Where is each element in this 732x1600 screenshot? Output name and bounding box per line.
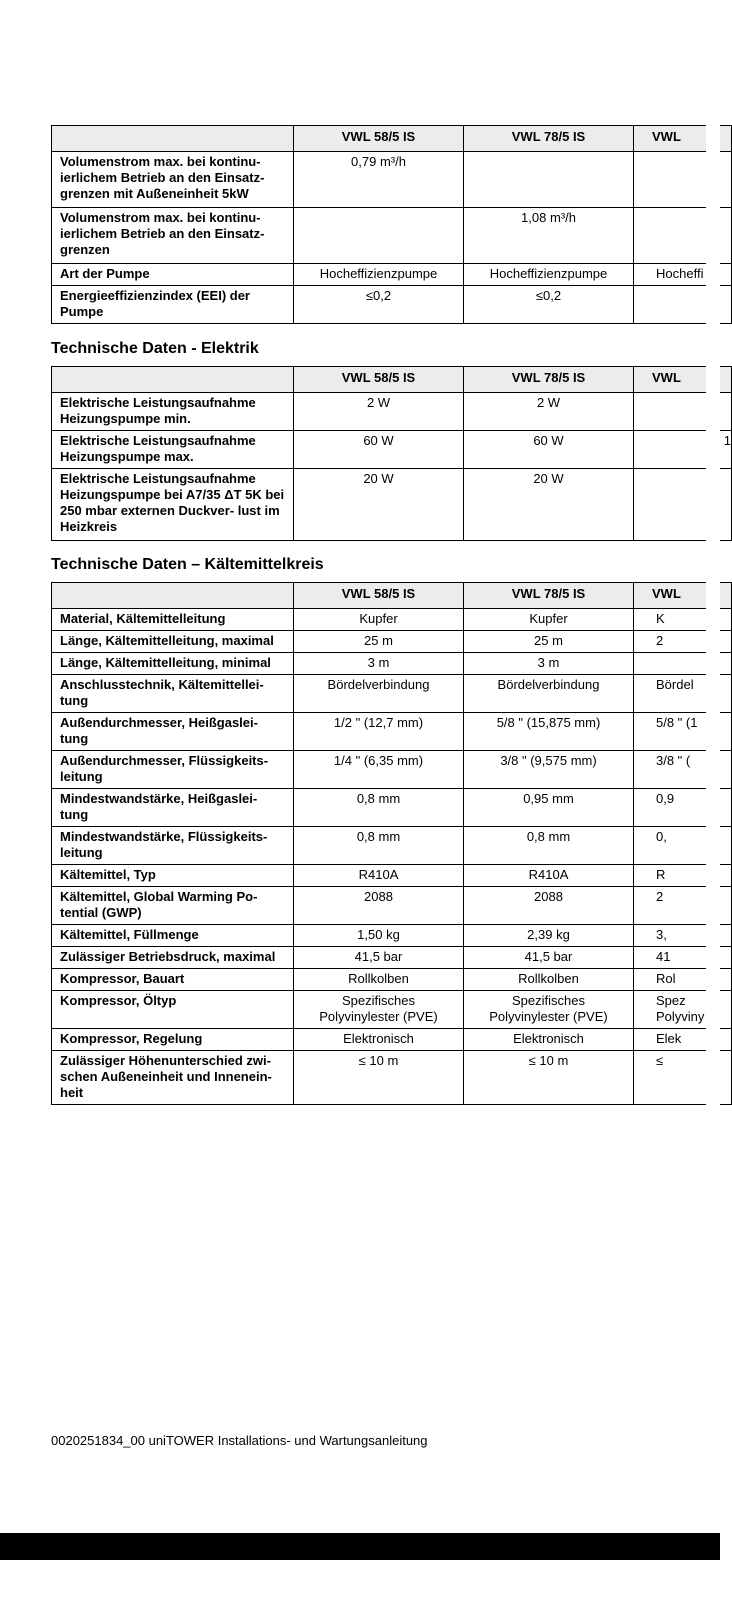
table-row bbox=[52, 653, 732, 675]
row-value-1: Kupfer bbox=[294, 609, 464, 631]
table-row bbox=[52, 609, 732, 631]
row-value-2: 2088 bbox=[464, 887, 634, 925]
page-margin-right bbox=[706, 0, 720, 1560]
row-label: Elektrische Leistungsaufnahme Heizungspumpe max. bbox=[52, 431, 294, 469]
row-label: Art der Pumpe bbox=[52, 264, 294, 286]
table-row bbox=[52, 969, 732, 991]
bottom-bar bbox=[0, 1533, 720, 1560]
row-value-3: 0, bbox=[634, 827, 732, 865]
row-value-2: 20 W bbox=[464, 469, 634, 541]
header-empty-cell bbox=[52, 367, 294, 393]
document-footer: 0020251834_00 uniTOWER Installations- und Wartungsanleitung bbox=[51, 1433, 428, 1448]
table-row bbox=[52, 393, 732, 431]
row-value-3: Hocheffi bbox=[634, 264, 732, 286]
row-value-1: 1/2 " (12,7 mm) bbox=[294, 713, 464, 751]
row-label: Länge, Kältemittelleitung, minimal bbox=[52, 653, 294, 675]
row-value-2: 3 m bbox=[464, 653, 634, 675]
row-value-3: K bbox=[634, 609, 732, 631]
row-value-2: R410A bbox=[464, 865, 634, 887]
header-model-2: VWL 78/5 IS bbox=[464, 367, 634, 393]
table-row bbox=[52, 789, 732, 827]
row-value-1: Hocheffizienzpumpe bbox=[294, 264, 464, 286]
row-value-2: 3/8 " (9,575 mm) bbox=[464, 751, 634, 789]
row-value-2: ≤ 10 m bbox=[464, 1051, 634, 1105]
header-model-3: VWL bbox=[634, 367, 732, 393]
row-value-3: 0,9 bbox=[634, 789, 732, 827]
row-value-3: 41 bbox=[634, 947, 732, 969]
row-label: Länge, Kältemittelleitung, maximal bbox=[52, 631, 294, 653]
row-value-3: 2 bbox=[634, 631, 732, 653]
row-value-3: 2 bbox=[634, 887, 732, 925]
row-value-3: Elek bbox=[634, 1029, 732, 1051]
row-value-2: ≤0,2 bbox=[464, 286, 634, 324]
row-value-2: Spezifisches Polyvinylester (PVE) bbox=[464, 991, 634, 1029]
table-row bbox=[52, 286, 732, 324]
row-value-1: 2088 bbox=[294, 887, 464, 925]
row-value-3: R bbox=[634, 865, 732, 887]
row-value-1: Elektronisch bbox=[294, 1029, 464, 1051]
row-value-2: 0,8 mm bbox=[464, 827, 634, 865]
row-value-2: 2 W bbox=[464, 393, 634, 431]
row-label: Energieeffizienzindex (EEI) der Pumpe bbox=[52, 286, 294, 324]
row-label: Material, Kältemittelleitung bbox=[52, 609, 294, 631]
row-value-1: 0,8 mm bbox=[294, 827, 464, 865]
row-value-2: 2,39 kg bbox=[464, 925, 634, 947]
row-value-1: 0,79 m³/h bbox=[294, 152, 464, 208]
table-row bbox=[52, 827, 732, 865]
row-value-3: Rol bbox=[634, 969, 732, 991]
refrigerant-table-body bbox=[52, 609, 732, 1105]
refrigerant-data-table bbox=[51, 582, 732, 1105]
row-value-3: 3/8 " ( bbox=[634, 751, 732, 789]
table-row bbox=[52, 469, 732, 541]
section-title-elektrik: Technische Daten - Elektrik bbox=[51, 340, 259, 357]
table-header-row bbox=[52, 126, 732, 152]
row-value-3: 5/8 " (1 bbox=[634, 713, 732, 751]
row-label: Außendurchmesser, Flüssigkeits- leitung bbox=[52, 751, 294, 789]
row-value-2: 25 m bbox=[464, 631, 634, 653]
header-model-1: VWL 58/5 IS bbox=[294, 367, 464, 393]
row-label: Außendurchmesser, Heißgaslei- tung bbox=[52, 713, 294, 751]
row-value-1: 1/4 " (6,35 mm) bbox=[294, 751, 464, 789]
row-value-1: ≤ 10 m bbox=[294, 1051, 464, 1105]
table-row bbox=[52, 865, 732, 887]
bottom-area bbox=[0, 1560, 720, 1600]
table-row bbox=[52, 925, 732, 947]
row-value-1: Rollkolben bbox=[294, 969, 464, 991]
row-label: Kompressor, Öltyp bbox=[52, 991, 294, 1029]
row-value-1: 20 W bbox=[294, 469, 464, 541]
row-label: Kältemittel, Global Warming Po- tential (GWP) bbox=[52, 887, 294, 925]
row-value-1: 1,50 kg bbox=[294, 925, 464, 947]
row-value-3: 3, bbox=[634, 925, 732, 947]
row-label: Elektrische Leistungsaufnahme Heizungspumpe min. bbox=[52, 393, 294, 431]
table-row bbox=[52, 631, 732, 653]
row-value-1: Spezifisches Polyvinylester (PVE) bbox=[294, 991, 464, 1029]
header-model-2: VWL 78/5 IS bbox=[464, 126, 634, 152]
table-row bbox=[52, 1051, 732, 1105]
row-value-2: Bördelverbindung bbox=[464, 675, 634, 713]
row-value-2: Hocheffizienzpumpe bbox=[464, 264, 634, 286]
row-value-3: 1 bbox=[634, 431, 732, 469]
row-value-1: 41,5 bar bbox=[294, 947, 464, 969]
pump-data-table bbox=[51, 125, 732, 324]
header-model-1: VWL 58/5 IS bbox=[294, 126, 464, 152]
table-row bbox=[52, 1029, 732, 1051]
row-value-1: Bördelverbindung bbox=[294, 675, 464, 713]
row-value-1: R410A bbox=[294, 865, 464, 887]
row-label: Zulässiger Betriebsdruck, maximal bbox=[52, 947, 294, 969]
table-row bbox=[52, 947, 732, 969]
row-value-2: 41,5 bar bbox=[464, 947, 634, 969]
row-value-1: 25 m bbox=[294, 631, 464, 653]
row-value-2: Rollkolben bbox=[464, 969, 634, 991]
row-label: Mindestwandstärke, Heißgaslei- tung bbox=[52, 789, 294, 827]
row-label: Volumenstrom max. bei kontinu- ierlichem Betrieb an den Einsatz- grenzen bbox=[52, 208, 294, 264]
section-title-kaeltemittelkreis: Technische Daten – Kältemittelkreis bbox=[51, 556, 324, 573]
header-empty-cell bbox=[52, 126, 294, 152]
row-value-2: Kupfer bbox=[464, 609, 634, 631]
row-value-3: Spez Polyviny bbox=[634, 991, 732, 1029]
table-header-row bbox=[52, 367, 732, 393]
row-value-1: 3 m bbox=[294, 653, 464, 675]
row-value-2: 0,95 mm bbox=[464, 789, 634, 827]
row-value-1: 60 W bbox=[294, 431, 464, 469]
row-label: Kompressor, Regelung bbox=[52, 1029, 294, 1051]
row-value-2: 5/8 " (15,875 mm) bbox=[464, 713, 634, 751]
row-label: Kältemittel, Füllmenge bbox=[52, 925, 294, 947]
row-value-1: 2 W bbox=[294, 393, 464, 431]
row-value-1: 0,8 mm bbox=[294, 789, 464, 827]
row-value-2: Elektronisch bbox=[464, 1029, 634, 1051]
row-value-2: 60 W bbox=[464, 431, 634, 469]
table-row bbox=[52, 887, 732, 925]
header-model-1: VWL 58/5 IS bbox=[294, 583, 464, 609]
electrical-data-table bbox=[51, 366, 732, 541]
row-label: Mindestwandstärke, Flüssigkeits- leitung bbox=[52, 827, 294, 865]
row-value-1 bbox=[294, 208, 464, 264]
header-model-3: VWL bbox=[634, 583, 732, 609]
table-row bbox=[52, 208, 732, 264]
row-label: Kältemittel, Typ bbox=[52, 865, 294, 887]
table-header-row bbox=[52, 583, 732, 609]
header-empty-cell bbox=[52, 583, 294, 609]
table-row bbox=[52, 675, 732, 713]
table-row bbox=[52, 713, 732, 751]
table-row bbox=[52, 991, 732, 1029]
table-row bbox=[52, 751, 732, 789]
row-value-1: ≤0,2 bbox=[294, 286, 464, 324]
row-value-3: ≤ bbox=[634, 1051, 732, 1105]
header-model-3: VWL bbox=[634, 126, 732, 152]
row-value-2: 1,08 m³/h bbox=[464, 208, 634, 264]
row-label: Zulässiger Höhenunterschied zwi- schen Außeneinheit und Innenein- heit bbox=[52, 1051, 294, 1105]
header-model-2: VWL 78/5 IS bbox=[464, 583, 634, 609]
row-value-3: Bördel bbox=[634, 675, 732, 713]
row-label: Elektrische Leistungsaufnahme Heizungspumpe bei A7/35 ΔT 5K bei 250 mbar externen Duckver- lust im Heizkreis bbox=[52, 469, 294, 541]
table-row bbox=[52, 152, 732, 208]
row-label: Volumenstrom max. bei kontinu- ierlichem Betrieb an den Einsatz- grenzen mit Außeneinheit 5kW bbox=[52, 152, 294, 208]
row-label: Kompressor, Bauart bbox=[52, 969, 294, 991]
row-value-2 bbox=[464, 152, 634, 208]
table-row bbox=[52, 264, 732, 286]
row-label: Anschlusstechnik, Kältemittellei- tung bbox=[52, 675, 294, 713]
table-row bbox=[52, 431, 732, 469]
